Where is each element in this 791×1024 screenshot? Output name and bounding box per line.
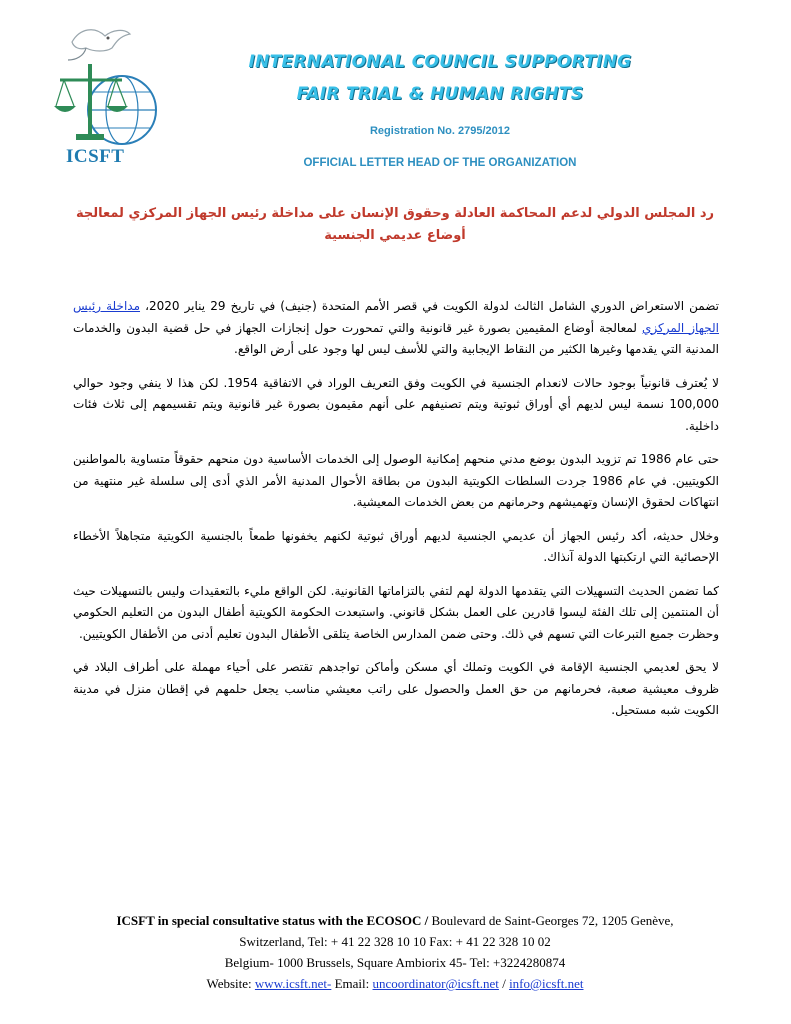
email-link-uncoordinator[interactable]: uncoordinator@icsft.net	[372, 976, 499, 991]
footer-line-3: Belgium- 1000 Brussels, Square Ambiorix 45- Tel: +3224280874	[224, 955, 566, 970]
registration-number: Registration No. 2795/2012	[369, 125, 510, 137]
website-label: Website:	[206, 976, 255, 991]
email-separator: /	[498, 976, 510, 991]
paragraph-1	[73, 296, 719, 361]
document-title: رد المجلس الدولي لدعم المحاكمة العادلة وحقوق الإنسان على مداخلة رئيس الجهاز المركزي لمعالجة أوضاع عديمي الجنسية	[75, 206, 715, 243]
letter-footer	[70, 910, 720, 994]
dove-icon	[68, 30, 130, 60]
logo-text: ICSFT	[66, 146, 125, 167]
letterhead-caption: OFFICIAL LETTER HEAD OF THE ORGANIZATION	[303, 157, 577, 169]
website-link[interactable]: www.icsft.net-	[254, 976, 332, 991]
footer-line-1	[70, 910, 720, 931]
footer-line-4	[70, 973, 720, 994]
paragraph-1-start: تضمن الاستعراض الدوري الشامل الثالث لدولة الكويت في قصر الأمم المتحدة (جنيف) في تاريخ 29 يناير 2020،	[140, 299, 719, 313]
email-link-info[interactable]: info@icsft.net	[509, 976, 584, 991]
paragraph-2: لا يُعترف قانونياً بوجود حالات لانعدام الجنسية في الكويت وفق التعريف الوراد في الاتفاقية 1954. لكن هذا لا ينفي وجود حوالي 100,000 نسمة ليس لديهم أي أوراق ثبوتية ويتم تصنيفهم على أنهم مقيمون بصورة غير قانونية ويتم تقسيمهم إلى ثلاث فئات داخلية.	[73, 375, 719, 433]
paragraph-5: كما تضمن الحديث التسهيلات التي يتقدمها الدولة لهم لتفي بالتزاماتها القانونية. لكن الواقع مليء بالتعقيدات وليس بالتسهيلات حيث أن المنتمين إلى تلك الفئة ليسوا قادرين على العمل بشكل قانوني. واستبعدت الحكومة الكويتية أطفال البدون من التعليم الحكومي وحظرت جميع التبرعات التي تسهم في ذلك. وحتى ضمن المدارس الخاصة يتلقى الأطفال البدون تعليم أدنى من الأطفال الكويتيين.	[73, 583, 719, 641]
footer-line-2: Switzerland, Tel: + 41 22 328 10 10 Fax: + 41 22 328 10 02	[239, 934, 551, 949]
intervention-link[interactable]: مداخلة رئيس الجهاز المركزي	[73, 299, 719, 335]
paragraph-1-end: لمعالجة أوضاع المقيمين بصورة غير قانونية والتي تمحورت حول إنجازات الجهاز في حل قضية البدون والخدمات المدنية التي يقدمها وغيرها الكثير من النقاط الإيجابية والتي للأسف ليس لها وجود على أرض الواقع.	[73, 320, 719, 356]
organization-name-line-2: FAIR TRIAL & HUMAN RIGHTS	[296, 84, 584, 104]
document-body	[73, 296, 719, 734]
paragraph-6: لا يحق لعديمي الجنسية الإقامة في الكويت وتملك أي مسكن وأماكن تواجدهم تقتصر على أحياء مهملة على أطراف البلاد في ظروف معيشية صعبة، فحرمانهم من حق العمل والحصول على راتب معيشي مناسب يجعل حلمهم في إقطان منزل في مدينة الكويت شبه مستحيل.	[73, 660, 719, 717]
paragraph-3: حتى عام 1986 تم تزويد البدون بوضع مدني منحهم إمكانية الوصول إلى الخدمات الأساسية دون منحهم حقوقاً متساوية بالمواطنين الكويتيين. في عام 1986 جردت السلطات الكويتية البدون من بطاقة الأحوال المدنية الأمر الذي أدى إلى سلسلة غير منتهية من انتهاكات لحقوق الإنسان وتهميشهم وحرمانهم من بعض الخدمات المعيشية.	[73, 452, 720, 509]
paragraph-4: وخلال حديثه، أكد رئيس الجهاز أن عديمي الجنسية لديهم أوراق ثبوتية لكنهم يخفونها طمعاً بالجنسية الكويتية متجاهلاً الأخطاء الإحصائية التي ارتكبتها الدولة آنذاك.	[73, 528, 719, 564]
email-label: Email:	[331, 976, 373, 991]
organization-name-line-1: INTERNATIONAL COUNCIL SUPPORTING	[248, 52, 632, 72]
footer-geneva-address: Boulevard de Saint-Georges 72, 1205 Genève,	[431, 913, 674, 928]
footer-status: ICSFT in special consultative status with the ECOSOC /	[116, 913, 432, 928]
